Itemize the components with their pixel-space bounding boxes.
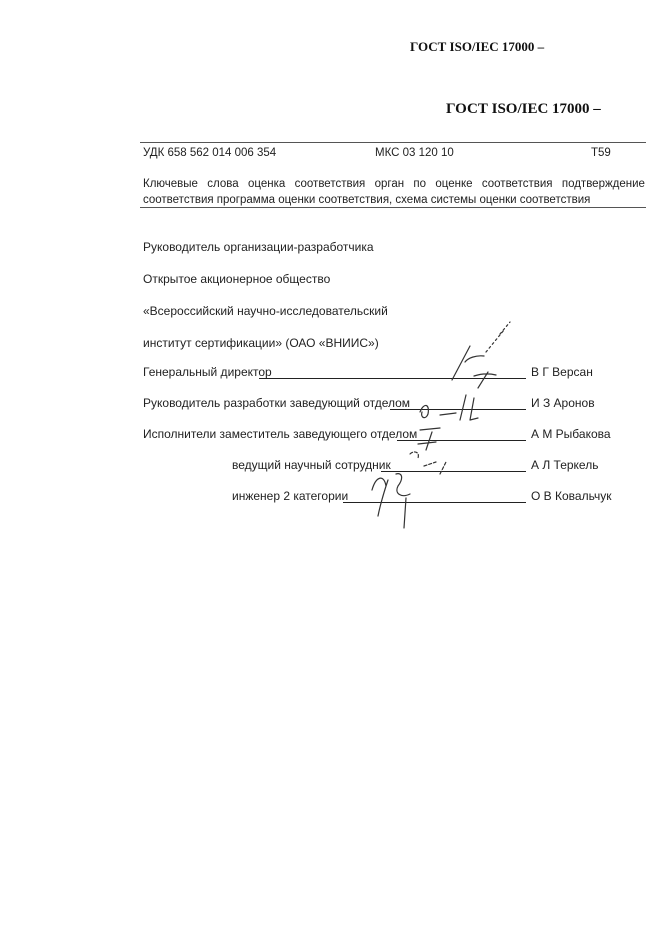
signature-line bbox=[397, 440, 526, 441]
signatory-name: О В Ковальчук bbox=[531, 489, 612, 503]
keyword-word: Ключевые bbox=[143, 178, 198, 190]
keyword-word: оценка bbox=[248, 178, 286, 190]
keywords-line-1 bbox=[143, 176, 645, 192]
signatory-name: А М Рыбакова bbox=[531, 427, 611, 441]
keywords-block bbox=[143, 176, 645, 208]
mks-code: МКС 03 120 10 bbox=[375, 147, 454, 159]
signature-role: инженер 2 категории bbox=[232, 489, 349, 503]
keyword-word: соответствия bbox=[294, 178, 366, 190]
signature-role: Генеральный директор bbox=[143, 365, 272, 379]
keyword-word: оценке bbox=[435, 178, 473, 190]
top-rule bbox=[140, 142, 646, 143]
keywords-line-2: соответствия программа оценки соответствия, схема системы оценки соответствия bbox=[143, 194, 591, 206]
org-name-line-1: «Всероссийский научно-исследовательский bbox=[143, 304, 388, 318]
signature-stroke bbox=[452, 346, 496, 388]
signatory-name: И З Аронов bbox=[531, 396, 595, 410]
keyword-word: подтверждение bbox=[561, 178, 645, 190]
signature-line bbox=[259, 378, 526, 379]
header-standard-code: ГОСТ ISO/IEC 17000 – bbox=[446, 101, 601, 117]
org-head-label: Руководитель организации-разработчика bbox=[143, 240, 374, 254]
keyword-word: по bbox=[413, 178, 427, 190]
classification-code: T59 bbox=[591, 147, 611, 159]
signature-stroke bbox=[486, 322, 510, 352]
keyword-word: соответствия bbox=[481, 178, 553, 190]
signature-role: ведущий научный сотрудник bbox=[232, 458, 391, 472]
org-name-line-2: институт сертификации» (ОАО «ВНИИС») bbox=[143, 336, 379, 350]
signatory-name: А Л Теркель bbox=[531, 458, 599, 472]
udk-code: УДК 658 562 014 006 354 bbox=[143, 147, 277, 159]
signature-role: Исполнители заместитель заведующего отделом bbox=[143, 427, 418, 441]
header-standard-code-top: ГОСТ ISO/IEC 17000 – bbox=[410, 39, 545, 54]
signature-role: Руководитель разработки заведующий отделом bbox=[143, 396, 411, 410]
signatory-name: В Г Версан bbox=[531, 365, 593, 379]
org-type: Открытое акционерное общество bbox=[143, 272, 331, 286]
signature-line bbox=[381, 471, 526, 472]
keyword-word: слова bbox=[207, 178, 239, 190]
signature-line bbox=[390, 409, 526, 410]
signature-line bbox=[343, 502, 526, 503]
signature-stroke bbox=[372, 474, 410, 528]
bottom-rule bbox=[140, 207, 646, 208]
signature-stroke bbox=[420, 395, 478, 420]
keyword-word: орган bbox=[374, 178, 405, 190]
signature-stroke bbox=[418, 428, 440, 450]
